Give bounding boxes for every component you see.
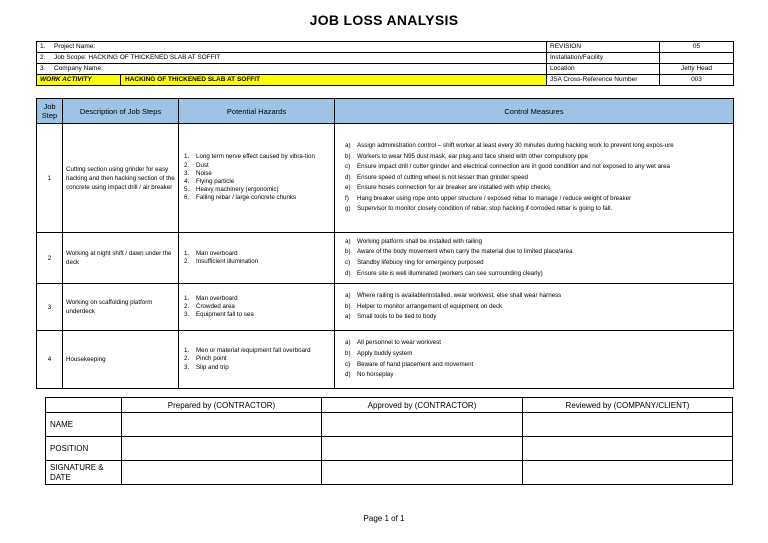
scope-num: 2.: [40, 54, 46, 61]
hazard-list-cell: [179, 284, 335, 331]
hazard-item: [184, 161, 331, 170]
control-item-text: Ensure speed of cutting wheel is not lesser than grinder speed: [357, 173, 528, 181]
prepared-name-field[interactable]: [122, 413, 322, 437]
job-step-number: 3: [37, 284, 63, 331]
jsa-ref-label: JSA Cross-Reference Number: [547, 75, 660, 86]
control-item: [345, 291, 730, 302]
control-list-cell: [335, 233, 734, 284]
hazard-item-text: Crowded area: [196, 302, 235, 310]
control-item-text: Ensure site is well illuminated (workers can see surrounding clearly): [357, 269, 543, 277]
hazard-item-marker: 1.: [184, 347, 190, 355]
control-item-text: Assign administration control – shift worker at least every 30 minutes during hacking work to prevent long expos-ure: [357, 141, 674, 149]
hazard-item-marker: 1.: [184, 294, 190, 302]
control-item: [345, 370, 730, 381]
installation-label: Installation/Facility: [547, 53, 660, 64]
hazard-item-marker: 2.: [184, 302, 190, 310]
hazard-item-text: Men or material /equipment fall overboard: [196, 347, 311, 355]
control-item-text: Workers to wear N95 dust mask, ear plug and face shield with other compulsory ppe: [357, 152, 588, 160]
control-item: [345, 183, 730, 194]
col-header-controls: Control Measures: [335, 99, 734, 124]
hazard-item: [184, 186, 331, 194]
hazard-item-marker: 1.: [184, 153, 190, 161]
hazard-item: [184, 258, 331, 266]
hazard-item-marker: 2.: [184, 355, 190, 363]
control-item-marker: d): [345, 371, 351, 379]
col-header-hazards: Potential Hazards: [179, 99, 335, 124]
control-item: [345, 312, 730, 323]
position-label: POSITION: [46, 437, 122, 461]
hazard-item: [184, 194, 331, 202]
hazard-item: [184, 153, 331, 161]
jsa-row: [37, 331, 734, 389]
project-num: 1.: [40, 43, 46, 50]
control-item-text: Aware of the body movement when carry the material due to limited place/area: [357, 248, 573, 256]
job-step-description: Working at night shift / dawn under the deck: [63, 233, 179, 284]
control-item: [345, 141, 730, 152]
control-item-marker: a): [345, 339, 351, 347]
control-item: [345, 360, 730, 371]
job-step-number: 4: [37, 331, 63, 389]
hazard-item-marker: 2.: [184, 161, 190, 169]
hazard-item-text: Heavy machinery (ergonomic): [196, 186, 279, 194]
control-item-text: All personnel to wear workvest: [357, 339, 441, 347]
hazard-item-text: Man overboard: [196, 294, 238, 302]
work-activity-cell: [37, 75, 547, 86]
hazard-item: [184, 363, 331, 372]
control-item: [345, 247, 730, 258]
hazard-item: [184, 302, 331, 311]
hazard-item: [184, 355, 331, 363]
approved-signature-field[interactable]: [322, 461, 523, 485]
control-item-marker: c): [345, 360, 351, 368]
hazard-item-text: Pinch point: [196, 355, 227, 363]
hazard-item-text: Slip and trip: [196, 363, 229, 371]
control-item-marker: b): [345, 349, 351, 357]
control-item-text: Standby lifebuoy ring for emergency purposed: [357, 259, 484, 266]
hazard-item: [184, 249, 331, 258]
control-item-marker: b): [345, 152, 351, 160]
control-item-marker: d): [345, 269, 351, 277]
job-step-description: Housekeeping: [63, 331, 179, 389]
jsa-row: [37, 124, 734, 233]
work-activity-value: HACKING OF THICKENED SLAB AT SOFFIT: [125, 76, 261, 83]
hazard-item-text: Noise: [196, 169, 212, 177]
header-row-work-activity: [37, 75, 734, 86]
company-name-cell: [37, 64, 547, 75]
control-item: [345, 194, 730, 205]
job-scope-label: Job Scope: HACKING OF THICKENED SLAB AT SOFFIT: [54, 54, 221, 61]
control-item-text: Ensure hoses connection for air breaker are installed with whip checks: [357, 184, 550, 192]
header-info-table: [36, 41, 734, 86]
hazard-list-cell: [179, 124, 335, 233]
signoff-row-name: [46, 413, 733, 437]
jsa-table: [36, 98, 734, 389]
control-item-marker: c): [345, 163, 351, 171]
hazard-item: [184, 169, 331, 178]
prepared-by-header: Prepared by (CONTRACTOR): [122, 398, 322, 413]
location-value: Jetty Head: [660, 64, 734, 75]
signoff-row-position: [46, 437, 733, 461]
job-scope-cell: [37, 53, 547, 64]
project-name-label: Project Name:: [54, 43, 96, 50]
control-item: [345, 204, 730, 215]
signoff-row-signature: [46, 461, 733, 485]
hazard-item-marker: 5.: [184, 186, 190, 194]
company-num: 3.: [40, 65, 46, 72]
job-step-number: 2: [37, 233, 63, 284]
hazard-item-text: Long term nerve effect caused by vibra-tion: [196, 153, 315, 161]
hazard-item-marker: 6.: [184, 194, 190, 202]
hazard-item-text: Insufficient illumination: [196, 258, 259, 265]
control-item-marker: f): [345, 194, 349, 202]
approved-name-field[interactable]: [322, 413, 523, 437]
control-item-marker: a): [345, 237, 351, 245]
control-item: [345, 258, 730, 269]
control-item-marker: a): [345, 141, 351, 149]
col-header-step: Job Step: [37, 99, 63, 124]
jsa-header-row: [37, 99, 734, 124]
approved-position-field[interactable]: [322, 437, 523, 461]
control-list: [343, 237, 730, 279]
control-list-cell: [335, 284, 734, 331]
control-item-marker: g): [345, 205, 351, 213]
control-item-text: Where railing is available/installed, wear workvest, else shall wear harness: [357, 292, 562, 300]
control-item-text: Small tools to be tied to body: [357, 313, 437, 321]
control-item: [345, 162, 730, 173]
control-item-marker: e): [345, 184, 351, 192]
signature-date-label: SIGNATURE & DATE: [46, 461, 122, 485]
hazard-item-marker: 4.: [184, 178, 190, 185]
hazard-item-marker: 3.: [184, 311, 190, 319]
header-row-company: [37, 64, 734, 75]
control-item-marker: a): [345, 292, 351, 300]
header-row-scope: [37, 53, 734, 64]
control-item-marker: b): [345, 302, 351, 310]
reviewed-by-header: Reviewed by (COMPANY/CLIENT): [523, 398, 733, 413]
approved-by-header: Approved by (CONTRACTOR): [322, 398, 523, 413]
hazard-item: [184, 178, 331, 186]
reviewed-name-field[interactable]: [523, 413, 733, 437]
hazard-item-marker: 2.: [184, 258, 190, 265]
hazard-item-text: Flying particle: [196, 178, 235, 185]
control-item-text: Hang breaker using rope onto upper structure / exposed rebar to manage / reduce weight of breaker: [357, 194, 632, 202]
control-item: [345, 173, 730, 184]
control-item: [345, 237, 730, 248]
name-label: NAME: [46, 413, 122, 437]
company-name-label: Company Name:: [54, 65, 103, 72]
hazard-list: [182, 295, 331, 320]
control-item-text: Working platform shall be installed with railing: [357, 237, 483, 245]
control-item: [345, 152, 730, 163]
control-item: [345, 269, 730, 280]
control-item-text: Beware of hand placement and movement: [357, 360, 474, 368]
hazard-item: [184, 294, 331, 303]
hazard-item-marker: 1.: [184, 249, 190, 257]
hazard-item-text: Falling rebar / large concrete chunks: [196, 194, 297, 202]
control-item-text: Apply buddy system: [357, 349, 413, 357]
control-item-text: Ensure impact drill / cutter grinder and electrical connection are in good condition and not exposed to any wet area: [357, 163, 670, 171]
control-item-text: Helper to monitor arrangement of equipment on deck: [357, 302, 503, 310]
hazard-list-cell: [179, 233, 335, 284]
signoff-corner: [46, 398, 122, 413]
hazard-list: [182, 153, 331, 202]
control-list: [343, 338, 730, 380]
jsa-row: [37, 284, 734, 331]
signoff-header-row: [46, 398, 733, 413]
revision-value: 05: [660, 42, 734, 53]
control-item-marker: c): [345, 259, 351, 266]
work-activity-label: WORK ACTIVITY: [40, 75, 121, 85]
col-header-description: Description of Job Steps: [63, 99, 179, 124]
installation-value: [660, 53, 734, 64]
hazard-item-marker: 3.: [184, 169, 190, 177]
jsa-row: [37, 233, 734, 284]
control-item-marker: b): [345, 248, 351, 256]
prepared-signature-field[interactable]: [122, 461, 322, 485]
control-item-text: No horseplay: [357, 371, 394, 379]
prepared-position-field[interactable]: [122, 437, 322, 461]
control-item: [345, 338, 730, 349]
jsa-body: [37, 124, 734, 389]
project-name-cell: [37, 42, 547, 53]
reviewed-position-field[interactable]: [523, 437, 733, 461]
control-item-text: Supervisor to monitor closely condition of rebar, stop hacking if corroded rebar is going to fall.: [357, 205, 613, 213]
hazard-list: [182, 347, 331, 372]
page-number: Page 1 of 1: [363, 514, 405, 523]
location-label: Location: [547, 64, 660, 75]
control-list-cell: [335, 331, 734, 389]
hazard-item-text: Equipment fall to sea: [196, 311, 254, 319]
hazard-item-marker: 3.: [184, 363, 190, 371]
job-step-description: Working on scaffolding platform underdeck: [63, 284, 179, 331]
header-row-project: [37, 42, 734, 53]
control-item-marker: a): [345, 313, 351, 321]
hazard-item: [184, 311, 331, 319]
control-item: [345, 349, 730, 360]
control-list-cell: [335, 124, 734, 233]
signoff-table: [45, 397, 733, 485]
reviewed-signature-field[interactable]: [523, 461, 733, 485]
jsa-ref-value: 003: [660, 75, 734, 86]
control-list: [343, 141, 730, 215]
control-item-marker: d): [345, 173, 351, 181]
job-step-description: Cutting section using grinder for easy hacking and then hacking section of the concrete using impact drill / air breaker: [63, 124, 179, 233]
hazard-item-text: Man overboard: [196, 249, 238, 257]
hazard-item: [184, 347, 331, 355]
control-item: [345, 302, 730, 313]
hazard-list: [182, 250, 331, 266]
document-title: JOB LOSS ANALYSIS: [309, 12, 459, 28]
control-list: [343, 291, 730, 323]
hazard-list-cell: [179, 331, 335, 389]
hazard-item-text: Dust: [196, 161, 209, 169]
job-step-number: 1: [37, 124, 63, 233]
revision-label: REVISION: [547, 42, 660, 53]
